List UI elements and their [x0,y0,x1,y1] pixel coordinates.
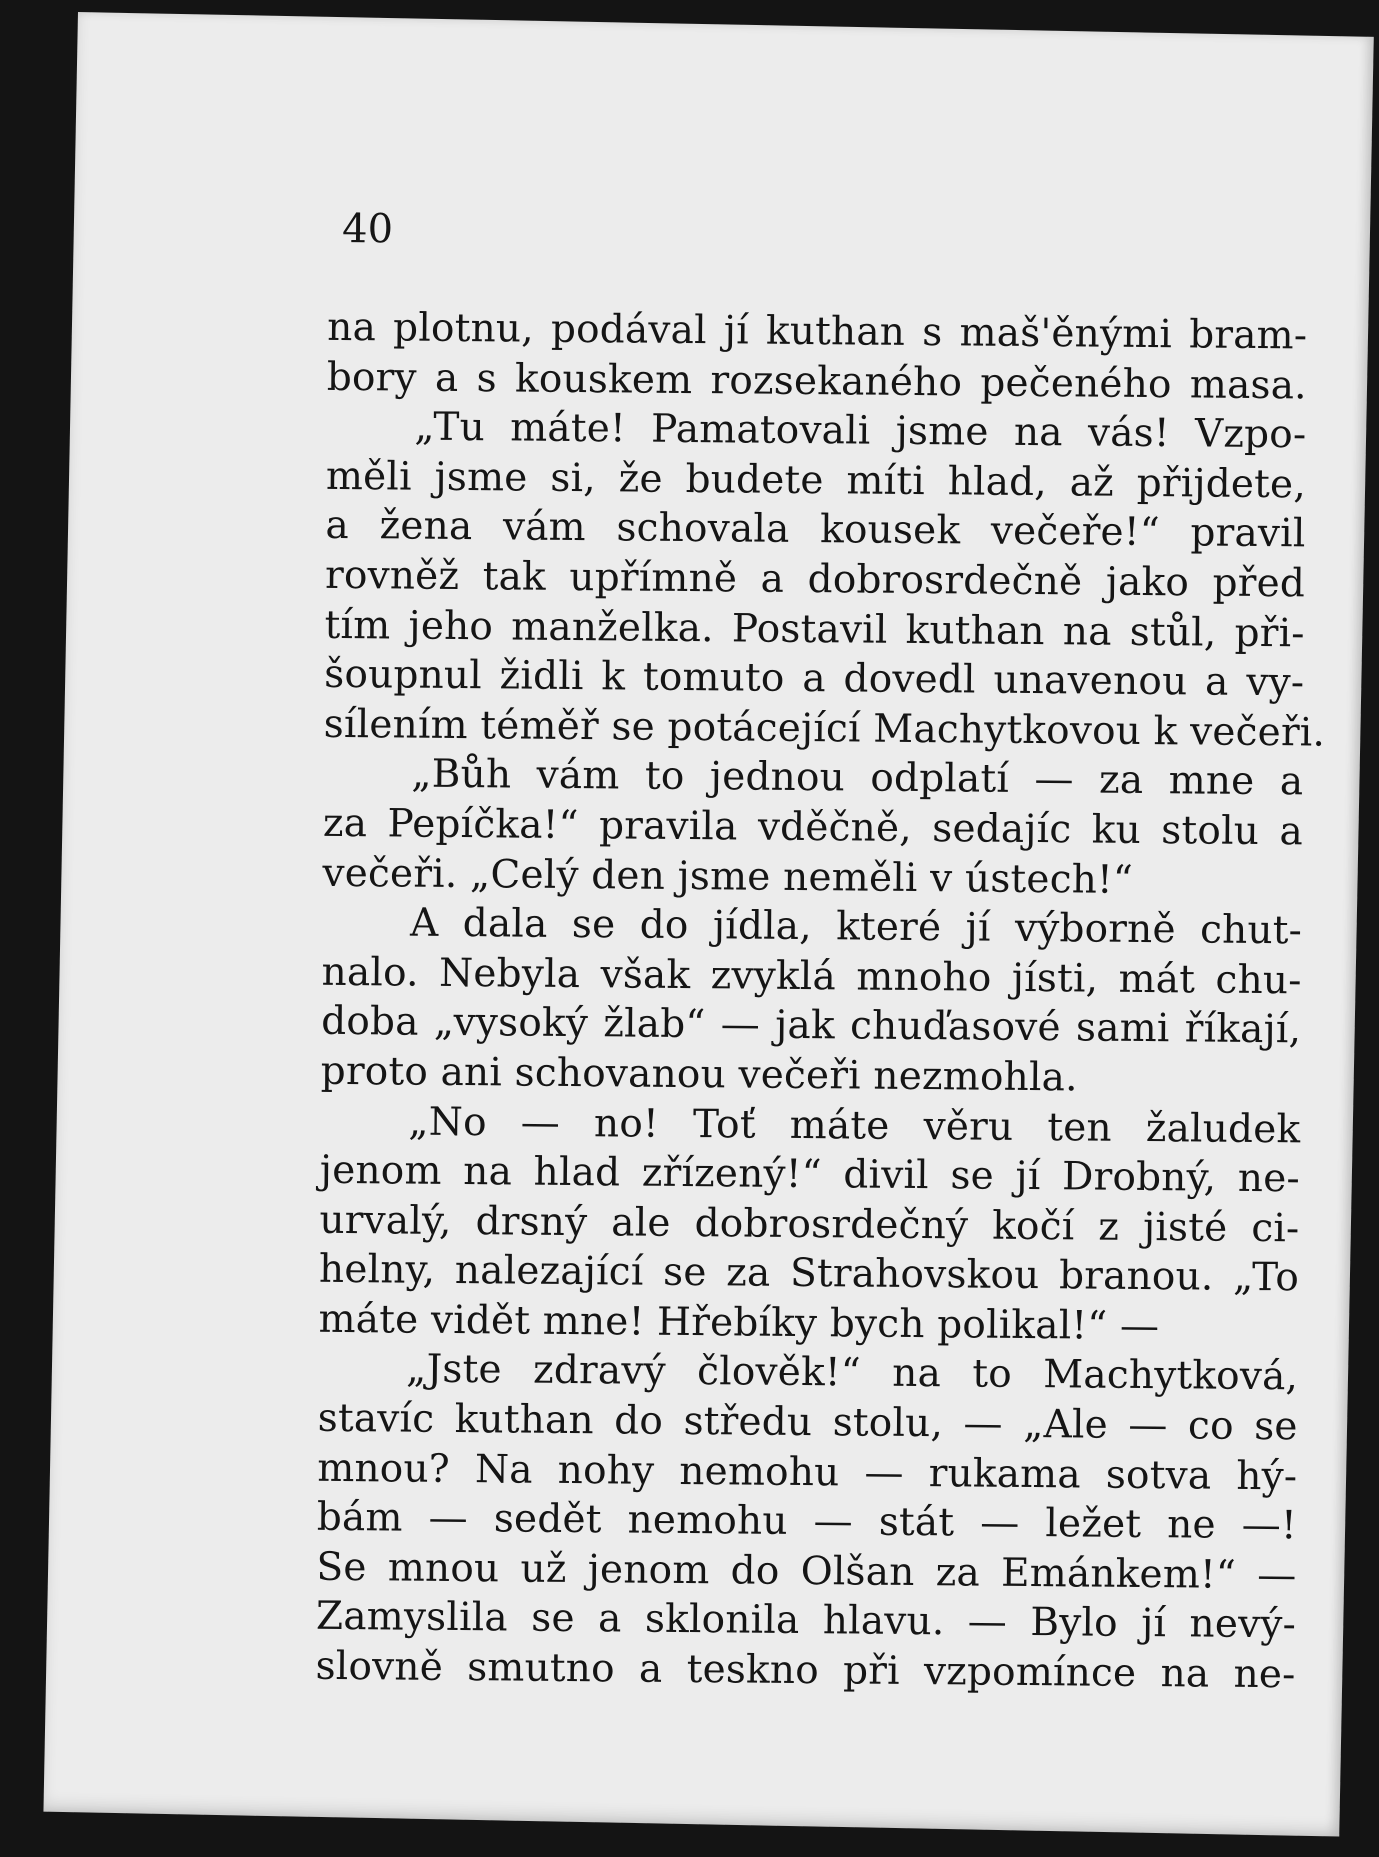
text-line: tím jeho manželka. Postavil kuthan na stůl, při- [324,602,1305,656]
text-line: helny, nalezající se za Strahovskou branou. „To [318,1247,1300,1301]
text-line: jenom na hlad zřízený!“ divil se jí Drobný, ne- [319,1147,1301,1202]
text-line: máte vidět mne! Hřebíky bych polikal!“ — [318,1296,1160,1350]
book-page [43,12,1373,1837]
text-line: „Tu máte! Pamatovali jsme na vás! Vzpo- [414,404,1307,458]
text-line: mnou? Na nohy nemohu — rukama sotva hý- [317,1445,1298,1500]
text-line: a žena vám schovala kousek večeře!“ pravil [325,503,1306,557]
text-line: „Bůh vám to jednou odplatí — za mne a [411,751,1304,805]
page-number: 40 [341,205,394,253]
text-line: večeři. „Celý den jsme neměli v ústech!“ [322,850,1134,903]
text-line: rovněž tak upřímně a dobrosrdečně jako před [324,552,1306,607]
text-line: A dala se do jídla, které jí výborně chut- [409,900,1303,954]
text-line: Se mnou už jenom do Olšan za Emánkem!“ — [316,1544,1297,1599]
text-line: bám — sedět nemohu — stát — ležet ne —! [316,1495,1298,1549]
text-line: šoupnul židli k tomuto a dovedl unavenou a vy- [324,651,1305,706]
text-line: za Pepíčka!“ pravila vděčně, sedajíc ku stolu a [322,800,1304,855]
text-line: „No — no! Toť máte věru ten žaludek [408,1099,1301,1152]
text-line: bory a s kouskem rozsekaného pečeného masa. [326,354,1307,408]
text-line: stavíc kuthan do středu stolu, — „Ale — co se [317,1395,1298,1450]
text-line: na plotnu, podával jí kuthan s maš'ěnými bram- [327,304,1308,359]
text-line: nalo. Nebyla však zvyklá mnoho jísti, mát chu- [321,949,1302,1004]
text-line: sílením téměř se potácející Machytkovou k večeři. [323,701,1326,756]
text-line: měli jsme si, že budete míti hlad, až přijdete, [325,453,1307,508]
text-line: „Jste zdravý člověk!“ na to Machytková, [405,1347,1299,1400]
text-line: Zamyslila se a sklonila hlavu. — Bylo jí nevý- [315,1594,1297,1648]
text-lines [315,303,1326,1700]
text-line: urvalý, drsný ale dobrosrdečný kočí z jisté ci- [319,1197,1300,1252]
text-line: slovně smutno a teskno při vzpomínce na ne- [315,1643,1296,1698]
page-text [315,205,1326,1700]
text-line: proto ani schovanou večeři nezmohla. [320,1048,1078,1101]
text-line: doba „vysoký žlab“ — jak chuďasové sami říkají, [320,999,1302,1053]
